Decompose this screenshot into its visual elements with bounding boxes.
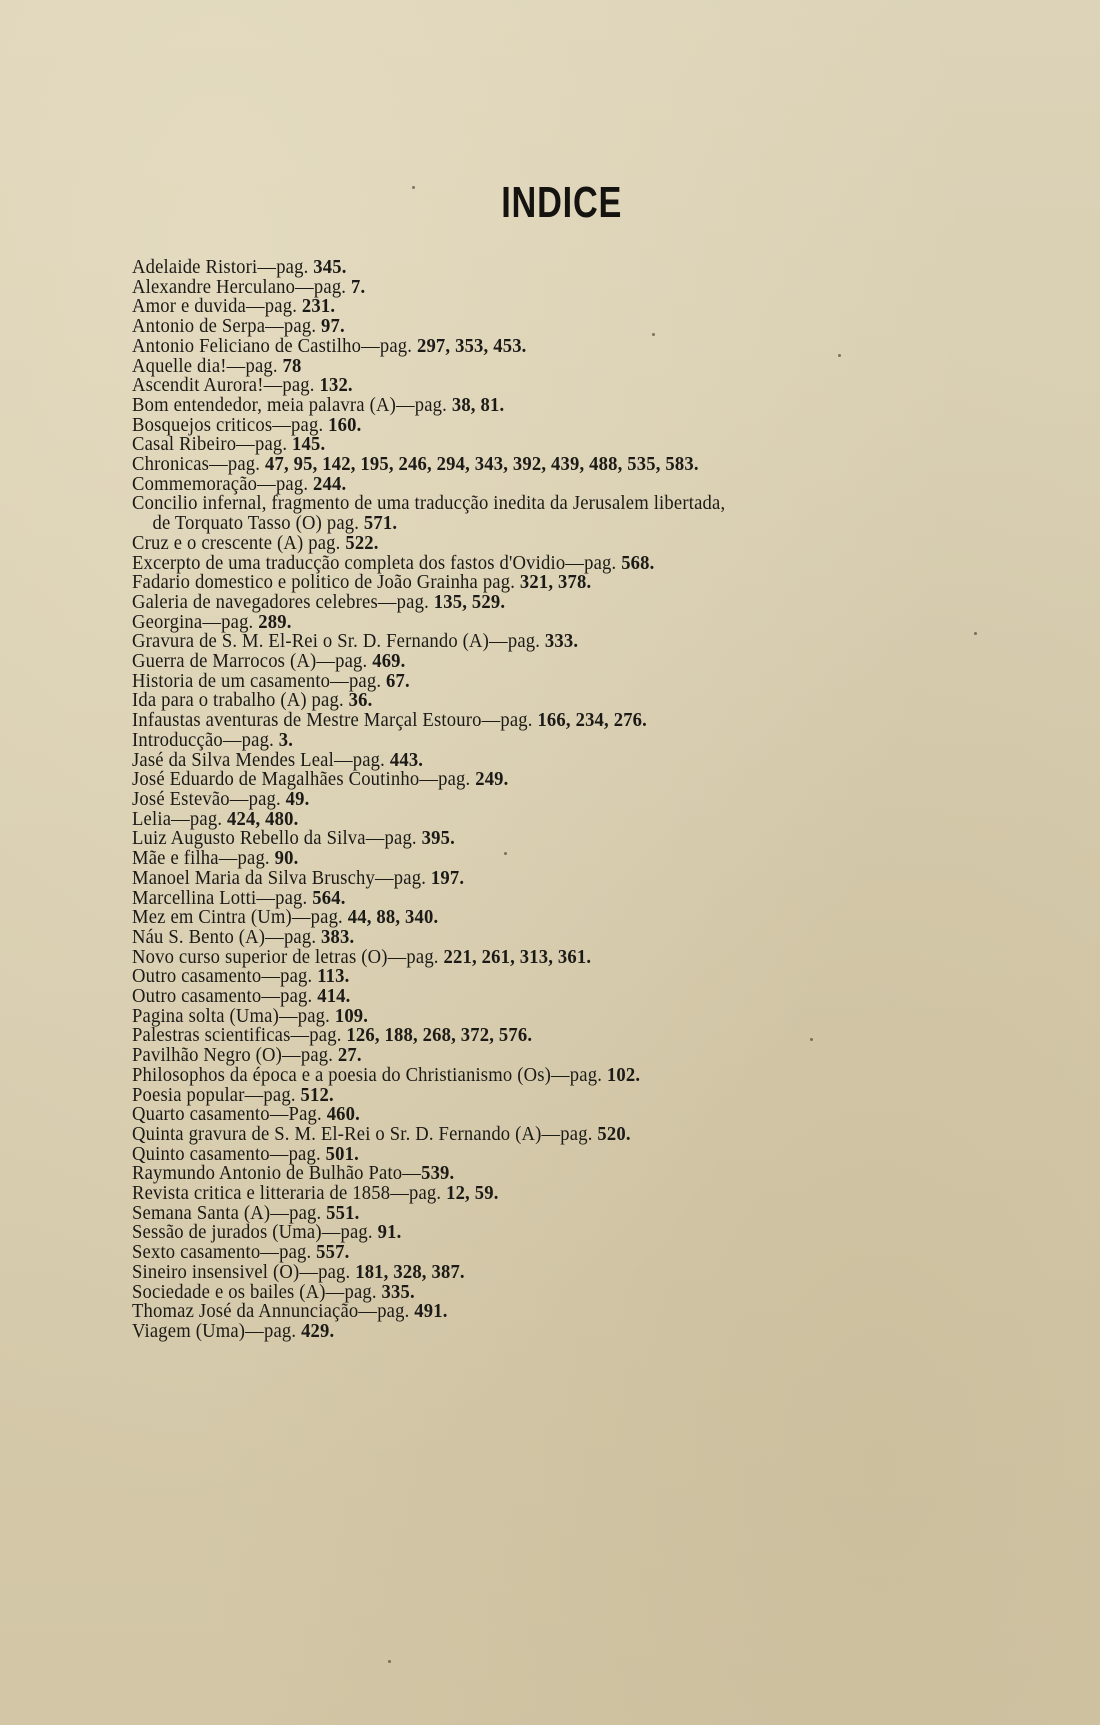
entry-title: Novo curso superior de letras (O)—pag.: [132, 945, 444, 968]
entry-page-numbers: 135, 529.: [433, 590, 506, 613]
entry-title: Infaustas aventuras de Mestre Marçal Estouro—pag.: [132, 709, 538, 732]
entry-title: Excerpto de uma traducção completa dos fastos d'Ovidio—pag.: [132, 551, 622, 574]
entry-page-numbers: 289.: [258, 610, 292, 633]
entry-page-numbers: 90.: [274, 847, 299, 870]
entry-page-numbers: 7.: [350, 275, 366, 298]
entry-page-numbers: 38, 81.: [451, 393, 505, 416]
index-entry: [132, 1319, 969, 1342]
paper-speck: [652, 333, 655, 336]
paper-speck: [810, 1038, 813, 1041]
entry-title: Pagina solta (Uma)—pag.: [132, 1004, 335, 1027]
entry-title: Quarto casamento—Pag.: [132, 1103, 327, 1126]
entry-title: Thomaz José da Annunciação—pag.: [132, 1300, 415, 1323]
page-title: INDICE: [501, 178, 623, 227]
entry-title: Palestras scientificas—pag.: [132, 1024, 347, 1047]
entry-title: Quinta gravura de S. M. El-Rei o Sr. D. Fernando (A)—pag.: [132, 1122, 598, 1145]
entry-title: Sexto casamento—pag.: [132, 1241, 317, 1264]
entry-title: Revista critica e litteraria de 1858—pag.: [132, 1182, 447, 1205]
entry-title: Ida para o trabalho (A) pag.: [132, 689, 349, 712]
entry-page-numbers: 36.: [348, 689, 373, 712]
entry-title: Luiz Augusto Rebello da Silva—pag.: [132, 827, 422, 850]
entry-page-numbers: 47, 95, 142, 195, 246, 294, 343, 392, 439, 488, 535, 583.: [264, 453, 699, 476]
entry-page-numbers: 49.: [285, 787, 310, 810]
entry-title: Cruz e o crescente (A) pag.: [132, 531, 346, 554]
entry-page-numbers: 469.: [372, 650, 406, 673]
entry-page-numbers: 97.: [321, 315, 345, 338]
entry-title: Poesia popular—pag.: [132, 1083, 301, 1106]
entry-page-numbers: 244.: [313, 472, 347, 495]
paper-speck: [838, 354, 841, 357]
entry-title: Outro casamento—pag.: [132, 965, 318, 988]
entry-page-numbers: 335.: [381, 1280, 415, 1303]
entry-page-numbers: 12, 59.: [446, 1182, 499, 1205]
entry-title: Mãe e filha—pag.: [132, 847, 275, 870]
entry-title: Pavilhão Negro (O)—pag.: [132, 1044, 338, 1067]
entry-page-numbers: 145.: [292, 433, 326, 456]
entry-title: Mez em Cintra (Um)—pag.: [132, 906, 348, 929]
entry-page-numbers: 27.: [337, 1044, 362, 1067]
entry-title: Commemoração—pag.: [132, 472, 314, 495]
entry-title: Sineiro insensivel (O)—pag.: [132, 1260, 356, 1283]
entry-title: Casal Ribeiro—pag.: [132, 433, 293, 456]
entry-title: Gravura de S. M. El-Rei o Sr. D. Fernando (A)—pag.: [132, 630, 545, 653]
entry-page-numbers: 512.: [300, 1083, 334, 1106]
entry-page-numbers: 221, 261, 313, 361.: [443, 945, 592, 968]
entry-page-numbers: 44, 88, 340.: [347, 906, 439, 929]
entry-title: Philosophos da época e a poesia do Christianismo (Os)—pag.: [132, 1063, 607, 1086]
entry-title: José Eduardo de Magalhães Coutinho—pag.: [132, 768, 476, 791]
entry-title: Fadario domestico e politico de João Grainha pag.: [132, 571, 520, 594]
entry-title: Guerra de Marrocos (A)—pag.: [132, 650, 373, 673]
entry-page-numbers: 429.: [301, 1319, 335, 1342]
paper-speck: [504, 852, 507, 855]
entry-page-numbers: 491.: [414, 1300, 448, 1323]
entry-title: Outro casamento—pag.: [132, 985, 318, 1008]
entry-page-numbers: 395.: [421, 827, 455, 850]
entry-page-numbers: 321, 378.: [519, 571, 592, 594]
entry-title: Sociedade e os bailes (A)—pag.: [132, 1280, 382, 1303]
entry-page-numbers: 166, 234, 276.: [537, 709, 648, 732]
entry-title: Adelaide Ristori—pag.: [132, 256, 314, 278]
entry-title: Historia de um casamento—pag.: [132, 669, 387, 692]
entry-title: Galeria de navegadores celebres—pag.: [132, 590, 434, 613]
entry-page-numbers: 383.: [321, 925, 355, 948]
entry-title: Amor e duvida—pag.: [132, 295, 302, 318]
entry-page-numbers: 333.: [544, 630, 579, 653]
entry-page-numbers: 443.: [389, 748, 424, 771]
entry-title: Manoel Maria da Silva Bruschy—pag.: [132, 866, 431, 889]
entry-page-numbers: 231.: [301, 295, 336, 318]
entry-title: Lelia—pag.: [132, 807, 228, 830]
entry-page-numbers: 345.: [313, 256, 347, 278]
entry-page-numbers: 539.: [421, 1162, 455, 1185]
entry-title: Jasé da Silva Mendes Leal—pag.: [132, 748, 390, 771]
entry-page-numbers: 520.: [597, 1122, 631, 1145]
entry-page-numbers: 564.: [312, 886, 346, 909]
entry-page-numbers: 91.: [377, 1221, 402, 1244]
paper-speck: [974, 632, 977, 635]
entry-page-numbers: 297, 353, 453.: [416, 334, 527, 357]
entry-title: Marcellina Lotti—pag.: [132, 886, 313, 909]
entry-page-numbers: 571.: [363, 512, 398, 535]
entry-title: Bosquejos criticos—pag.: [132, 413, 329, 436]
entry-page-numbers: 551.: [326, 1201, 360, 1224]
entry-page-numbers: 78: [282, 354, 302, 377]
entry-page-numbers: 67.: [386, 669, 410, 692]
entry-page-numbers: 501.: [325, 1142, 359, 1165]
entry-page-numbers: 102.: [606, 1063, 641, 1086]
entry-title: Georgina—pag.: [132, 610, 259, 633]
entry-title: Viagem (Uma)—pag.: [132, 1319, 302, 1342]
paper-speck: [388, 1660, 391, 1663]
entry-page-numbers: 3.: [278, 728, 294, 751]
entry-page-numbers: 414.: [317, 985, 351, 1008]
entry-title: Aquelle dia!—pag.: [132, 354, 283, 377]
entry-title: Alexandre Herculano—pag.: [132, 275, 351, 298]
entry-title: Antonio Feliciano de Castilho—pag.: [132, 334, 417, 357]
entry-page-numbers: 109.: [334, 1004, 369, 1027]
entry-title: Quinto casamento—pag.: [132, 1142, 326, 1165]
entry-page-numbers: 126, 188, 268, 372, 576.: [346, 1024, 533, 1047]
entry-page-numbers: 460.: [326, 1103, 360, 1126]
entry-title: Raymundo Antonio de Bulhão Pato—: [132, 1162, 422, 1185]
entry-title: Náu S. Bento (A)—pag.: [132, 925, 322, 948]
entry-page-numbers: 132.: [319, 374, 353, 397]
entry-page-numbers: 113.: [317, 965, 350, 988]
paper-speck: [412, 186, 415, 189]
entry-page-numbers: 197.: [430, 866, 465, 889]
entry-title: Bom entendedor, meia palavra (A)—pag.: [132, 393, 452, 416]
entry-title: Ascendit Aurora!—pag.: [132, 374, 320, 397]
entry-page-numbers: 160.: [328, 413, 362, 436]
entry-title: de Torquato Tasso (O) pag.: [152, 512, 364, 535]
entry-title: Semana Santa (A)—pag.: [132, 1201, 327, 1224]
entry-title: Sessão de jurados (Uma)—pag.: [132, 1221, 378, 1244]
entry-page-numbers: 568.: [621, 551, 655, 574]
entry-title: Chronicas—pag.: [132, 453, 265, 476]
entry-page-numbers: 522.: [345, 531, 379, 554]
entry-title: José Estevão—pag.: [132, 787, 286, 810]
entry-page-numbers: 424, 480.: [227, 807, 299, 830]
entry-page-numbers: 249.: [475, 768, 509, 791]
entry-page-numbers: 181, 328, 387.: [355, 1260, 465, 1283]
entry-title: Antonio de Serpa—pag.: [132, 315, 322, 338]
entry-title: Introducção—pag.: [132, 728, 279, 751]
entry-title: Concilio infernal, fragmento de uma traducção inedita da Jerusalem libertada,: [132, 492, 726, 515]
entry-page-numbers: 557.: [316, 1241, 350, 1264]
index-list: [132, 258, 1032, 1342]
